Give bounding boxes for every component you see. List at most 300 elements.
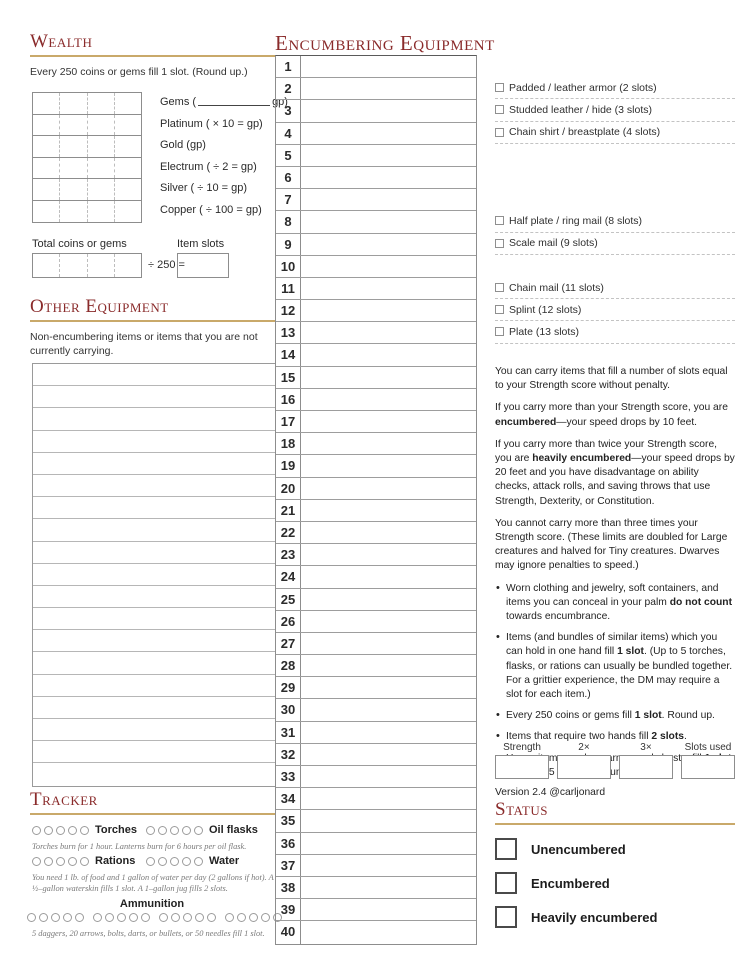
ammunition-group[interactable] bbox=[27, 913, 84, 922]
wealth-grid-cell[interactable] bbox=[115, 158, 141, 179]
wealth-heading: Wealth bbox=[30, 31, 93, 52]
tracker-section bbox=[30, 790, 275, 815]
tracker-pip[interactable] bbox=[182, 826, 191, 835]
encumbering-slot-number: 34 bbox=[276, 788, 301, 809]
encumbering-slot-number: 36 bbox=[276, 833, 301, 854]
status-option[interactable] bbox=[495, 838, 735, 860]
wealth-grid-cell[interactable] bbox=[88, 93, 115, 114]
wealth-grid-cell[interactable] bbox=[33, 158, 60, 179]
armor-label: Chain shirt / breastplate (4 slots) bbox=[509, 126, 661, 139]
rules-paragraph: You cannot carry more than three times your Strength score. (These limits are doubled for Large creatures and halved for Tiny creatures. Dwarves may ignore penalties to speed.) bbox=[495, 517, 728, 572]
tracker-pip[interactable] bbox=[158, 857, 167, 866]
encumbering-slot-input[interactable] bbox=[301, 189, 476, 210]
encumbering-slot-row[interactable] bbox=[276, 478, 476, 500]
encumbering-slot-number: 13 bbox=[276, 322, 301, 343]
wealth-grid-cell[interactable] bbox=[33, 179, 60, 200]
encumbering-slot-input[interactable] bbox=[301, 344, 476, 365]
other-equipment-row[interactable] bbox=[33, 608, 275, 630]
encumbering-slot-input[interactable] bbox=[301, 877, 476, 898]
armor-checkbox-item[interactable] bbox=[495, 99, 735, 121]
encumbering-slot-row[interactable] bbox=[276, 744, 476, 766]
status-option[interactable] bbox=[495, 872, 735, 894]
encumbering-slot-number: 1 bbox=[276, 56, 301, 77]
wealth-grid-cell[interactable] bbox=[33, 115, 60, 136]
other-equipment-row[interactable] bbox=[33, 630, 275, 652]
encumbering-slot-input[interactable] bbox=[301, 56, 476, 77]
ammunition-pip[interactable] bbox=[117, 913, 126, 922]
encumbering-slot-row[interactable] bbox=[276, 433, 476, 455]
status-option[interactable] bbox=[495, 906, 735, 928]
other-equipment-row[interactable] bbox=[33, 741, 275, 763]
encumbering-slot-number: 15 bbox=[276, 367, 301, 388]
ammunition-pip[interactable] bbox=[261, 913, 270, 922]
encumbering-slot-input[interactable] bbox=[301, 810, 476, 831]
encumbering-slot-row[interactable] bbox=[276, 589, 476, 611]
armor-label: Chain mail (11 slots) bbox=[509, 281, 604, 294]
version-text: Version 2.4 @carljonard bbox=[495, 787, 606, 799]
encumbering-slot-row[interactable] bbox=[276, 145, 476, 167]
encumbering-slot-row[interactable] bbox=[276, 322, 476, 344]
divider-label: ÷ 250 = bbox=[148, 259, 185, 271]
checkbox-icon[interactable] bbox=[495, 83, 504, 92]
oil-flasks-pips[interactable] bbox=[146, 826, 203, 835]
rules-paragraph: You can carry items that fill a number of slots equal to your Strength score without penalty. bbox=[495, 366, 728, 392]
wealth-grid-row[interactable] bbox=[33, 136, 141, 158]
status-option-label: Heavily encumbered bbox=[531, 909, 658, 925]
strength-box-column bbox=[681, 742, 735, 779]
rations-note: You need 1 lb. of food and 1 gallon of water per day (2 gallons if hot). A ½–gallon waterskin fills 1 slot. A 1–gallon jug fills 2 slots. bbox=[32, 873, 274, 894]
ammunition-group[interactable] bbox=[159, 913, 216, 922]
ammunition-pip[interactable] bbox=[225, 913, 234, 922]
armor-label: Studded leather / hide (3 slots) bbox=[509, 103, 653, 116]
wealth-grid-cell[interactable] bbox=[88, 158, 115, 179]
encumbering-slot-number: 17 bbox=[276, 411, 301, 432]
ammunition-pip[interactable] bbox=[207, 913, 216, 922]
tracker-pip[interactable] bbox=[56, 857, 65, 866]
coin-row-copper: Copper ( ÷ 100 = gp) bbox=[160, 203, 262, 216]
encumbering-slot-input[interactable] bbox=[301, 899, 476, 920]
tracker-heading: Tracker bbox=[30, 789, 98, 810]
other-equipment-heading-rule bbox=[30, 320, 275, 322]
encumbering-slot-row[interactable] bbox=[276, 855, 476, 877]
encumbering-slot-number: 21 bbox=[276, 500, 301, 521]
encumbering-slot-input[interactable] bbox=[301, 433, 476, 454]
encumbering-slot-number: 12 bbox=[276, 300, 301, 321]
ammunition-note: 5 daggers, 20 arrows, bolts, darts, or bullets, or 50 needles fill 1 slot. bbox=[32, 929, 265, 938]
status-options[interactable] bbox=[495, 838, 735, 940]
encumbering-slot-row[interactable] bbox=[276, 699, 476, 721]
armor-checkbox-item[interactable] bbox=[495, 77, 735, 99]
encumbering-slot-input[interactable] bbox=[301, 677, 476, 698]
encumbering-slot-input[interactable] bbox=[301, 167, 476, 188]
total-coins-cell[interactable] bbox=[115, 254, 141, 277]
encumbering-slot-input[interactable] bbox=[301, 234, 476, 255]
armor-checkbox-item[interactable] bbox=[495, 299, 735, 321]
checkbox-icon[interactable] bbox=[495, 105, 504, 114]
encumbering-slot-row[interactable] bbox=[276, 500, 476, 522]
rations-label: Rations bbox=[95, 855, 136, 867]
tracker-pip[interactable] bbox=[80, 857, 89, 866]
other-equipment-row[interactable] bbox=[33, 763, 275, 785]
wealth-grid-cell[interactable] bbox=[33, 136, 60, 157]
total-coins-input[interactable] bbox=[32, 253, 142, 278]
encumbering-slot-row[interactable] bbox=[276, 300, 476, 322]
encumbering-slot-input[interactable] bbox=[301, 699, 476, 720]
encumbering-slot-number: 29 bbox=[276, 677, 301, 698]
encumbering-slot-row[interactable] bbox=[276, 100, 476, 122]
encumbering-slot-number: 3 bbox=[276, 100, 301, 121]
wealth-section bbox=[30, 32, 275, 79]
encumbering-slot-row[interactable] bbox=[276, 655, 476, 677]
other-equipment-row[interactable] bbox=[33, 408, 275, 430]
encumbering-slot-row[interactable] bbox=[276, 389, 476, 411]
encumbering-slot-input[interactable] bbox=[301, 633, 476, 654]
armor-checkbox-item[interactable] bbox=[495, 277, 735, 299]
other-equipment-row[interactable] bbox=[33, 364, 275, 386]
other-equipment-section bbox=[30, 297, 275, 358]
encumbering-slot-number: 40 bbox=[276, 921, 301, 943]
encumbering-slot-number: 22 bbox=[276, 522, 301, 543]
wealth-grid-cell[interactable] bbox=[60, 93, 87, 114]
ammunition-pip[interactable] bbox=[171, 913, 180, 922]
gems-suffix: gp) bbox=[272, 96, 288, 108]
encumbering-slot-row[interactable] bbox=[276, 344, 476, 366]
wealth-grid-cell[interactable] bbox=[115, 136, 141, 157]
ammunition-pip[interactable] bbox=[159, 913, 168, 922]
other-equipment-row[interactable] bbox=[33, 719, 275, 741]
tracker-pip[interactable] bbox=[182, 857, 191, 866]
tracker-pip[interactable] bbox=[170, 857, 179, 866]
encumbering-slot-input[interactable] bbox=[301, 278, 476, 299]
wealth-grid-cell[interactable] bbox=[115, 179, 141, 200]
encumbering-slot-row[interactable] bbox=[276, 56, 476, 78]
tracker-pip[interactable] bbox=[44, 857, 53, 866]
tracker-pip[interactable] bbox=[80, 826, 89, 835]
armor-checkbox-list[interactable] bbox=[495, 55, 735, 345]
encumbering-slot-number: 20 bbox=[276, 478, 301, 499]
ammunition-pips[interactable] bbox=[32, 913, 276, 922]
armor-checkbox-item[interactable] bbox=[495, 210, 735, 232]
rations-pips[interactable] bbox=[32, 857, 89, 866]
encumbering-slot-row[interactable] bbox=[276, 833, 476, 855]
wealth-grid-cell[interactable] bbox=[88, 115, 115, 136]
encumbering-slot-input[interactable] bbox=[301, 589, 476, 610]
encumbering-slot-number: 23 bbox=[276, 544, 301, 565]
ammunition-pip[interactable] bbox=[63, 913, 72, 922]
wealth-grid-cell[interactable] bbox=[115, 93, 141, 114]
checkbox-icon[interactable] bbox=[495, 283, 504, 292]
other-equipment-row[interactable] bbox=[33, 386, 275, 408]
wealth-grid-row[interactable] bbox=[33, 179, 141, 201]
torch-note: Torches burn for 1 hour. Lanterns burn for 6 hours per oil flask. bbox=[32, 842, 247, 851]
tracker-pip[interactable] bbox=[194, 857, 203, 866]
encumbering-slots-list[interactable] bbox=[275, 55, 477, 945]
other-equipment-row[interactable] bbox=[33, 475, 275, 497]
encumbering-slot-input[interactable] bbox=[301, 300, 476, 321]
other-equipment-row[interactable] bbox=[33, 497, 275, 519]
encumbering-slot-row[interactable] bbox=[276, 278, 476, 300]
encumbering-slot-number: 35 bbox=[276, 810, 301, 831]
encumbering-slot-input[interactable] bbox=[301, 322, 476, 343]
strength-box-column bbox=[495, 742, 549, 779]
ammunition-pip[interactable] bbox=[237, 913, 246, 922]
wealth-grid-cell[interactable] bbox=[115, 115, 141, 136]
strength-summary-boxes[interactable] bbox=[495, 742, 735, 779]
strength-box-column bbox=[619, 742, 673, 779]
wealth-grid-cell[interactable] bbox=[33, 201, 60, 223]
encumbering-slot-number: 26 bbox=[276, 611, 301, 632]
tracker-water[interactable] bbox=[146, 855, 239, 867]
encumbering-slot-row[interactable] bbox=[276, 78, 476, 100]
encumbering-slot-input[interactable] bbox=[301, 544, 476, 565]
strength-box-input[interactable] bbox=[557, 755, 611, 779]
encumbering-slot-row[interactable] bbox=[276, 921, 476, 943]
other-equipment-row[interactable] bbox=[33, 564, 275, 586]
status-option-label: Unencumbered bbox=[531, 841, 626, 857]
wealth-grid-cell[interactable] bbox=[60, 136, 87, 157]
encumbering-slot-row[interactable] bbox=[276, 788, 476, 810]
status-checkbox-icon[interactable] bbox=[495, 838, 517, 860]
encumbering-heading: Encumbering Equipment bbox=[275, 31, 495, 55]
wealth-coin-labels bbox=[160, 92, 288, 221]
encumbrance-rules bbox=[495, 365, 735, 798]
strength-box-label: 2× bbox=[578, 742, 590, 753]
wealth-grid-row[interactable] bbox=[33, 201, 141, 223]
encumbering-slot-input[interactable] bbox=[301, 256, 476, 277]
ammunition-pip[interactable] bbox=[27, 913, 36, 922]
other-equipment-row[interactable] bbox=[33, 586, 275, 608]
tracker-pip[interactable] bbox=[32, 826, 41, 835]
coin-row-gold: Gold (gp) bbox=[160, 139, 206, 151]
encumbering-slot-input[interactable] bbox=[301, 566, 476, 587]
rules-bullet: • Worn clothing and jewelry, soft containers, and items you can conceal in your palm do not count towards encumbrance. bbox=[495, 582, 735, 625]
item-slots-label: Item slots bbox=[177, 238, 225, 250]
encumbering-slot-row[interactable] bbox=[276, 189, 476, 211]
encumbering-slot-input[interactable] bbox=[301, 855, 476, 876]
strength-box-input[interactable] bbox=[681, 755, 735, 779]
encumbering-slot-input[interactable] bbox=[301, 478, 476, 499]
encumbering-slot-number: 7 bbox=[276, 189, 301, 210]
checkbox-icon[interactable] bbox=[495, 327, 504, 336]
wealth-note: Every 250 coins or gems fill 1 slot. (Round up.) bbox=[30, 65, 248, 78]
wealth-coin-grid[interactable] bbox=[32, 92, 142, 223]
encumbering-slot-row[interactable] bbox=[276, 256, 476, 278]
tracker-heading-rule bbox=[30, 813, 275, 815]
tracker-pip[interactable] bbox=[146, 826, 155, 835]
tracker-pip[interactable] bbox=[44, 826, 53, 835]
ammunition-pip[interactable] bbox=[195, 913, 204, 922]
encumbering-slot-input[interactable] bbox=[301, 211, 476, 232]
encumbering-slot-row[interactable] bbox=[276, 633, 476, 655]
ammunition-group[interactable] bbox=[93, 913, 150, 922]
other-equipment-row[interactable] bbox=[33, 431, 275, 453]
strength-box-label: 3× bbox=[640, 742, 652, 753]
encumbering-slot-row[interactable] bbox=[276, 722, 476, 744]
wealth-grid-cell[interactable] bbox=[115, 201, 141, 223]
checkbox-icon[interactable] bbox=[495, 239, 504, 248]
encumbering-slot-row[interactable] bbox=[276, 899, 476, 921]
encumbering-slot-number: 38 bbox=[276, 877, 301, 898]
encumbering-slot-input[interactable] bbox=[301, 411, 476, 432]
encumbering-slot-input[interactable] bbox=[301, 744, 476, 765]
encumbering-slot-row[interactable] bbox=[276, 123, 476, 145]
rules-bullet: • Items that require two hands fill 2 slots. bbox=[495, 730, 735, 744]
status-option-label: Encumbered bbox=[531, 875, 610, 891]
tracker-torches[interactable] bbox=[32, 824, 137, 836]
encumbering-slot-number: 19 bbox=[276, 455, 301, 476]
water-label: Water bbox=[209, 855, 240, 867]
strength-box-label: Strength bbox=[503, 742, 541, 753]
ammunition-label: Ammunition bbox=[119, 898, 185, 910]
encumbering-slot-input[interactable] bbox=[301, 655, 476, 676]
ammunition-pip[interactable] bbox=[105, 913, 114, 922]
armor-label: Plate (13 slots) bbox=[509, 325, 580, 338]
encumbering-slot-row[interactable] bbox=[276, 211, 476, 233]
encumbering-slot-number: 31 bbox=[276, 722, 301, 743]
strength-box-column bbox=[557, 742, 611, 779]
checkbox-icon[interactable] bbox=[495, 216, 504, 225]
other-equipment-row[interactable] bbox=[33, 453, 275, 475]
status-heading-rule bbox=[495, 823, 735, 825]
water-pips[interactable] bbox=[146, 857, 203, 866]
encumbering-slot-row[interactable] bbox=[276, 677, 476, 699]
wealth-grid-cell[interactable] bbox=[88, 179, 115, 200]
item-slots-input[interactable] bbox=[177, 253, 229, 278]
gems-value-line[interactable] bbox=[198, 95, 270, 106]
other-equipment-heading: Other Equipment bbox=[30, 296, 169, 317]
status-checkbox-icon[interactable] bbox=[495, 906, 517, 928]
encumbering-slot-input[interactable] bbox=[301, 123, 476, 144]
tracker-pip[interactable] bbox=[32, 857, 41, 866]
ammunition-pip[interactable] bbox=[39, 913, 48, 922]
encumbering-slot-input[interactable] bbox=[301, 100, 476, 121]
ammunition-pip[interactable] bbox=[75, 913, 84, 922]
coin-row-silver: Silver ( ÷ 10 = gp) bbox=[160, 182, 248, 194]
tracker-oil-flasks[interactable] bbox=[146, 824, 258, 836]
encumbering-slot-number: 10 bbox=[276, 256, 301, 277]
encumbering-slot-input[interactable] bbox=[301, 522, 476, 543]
checkbox-icon[interactable] bbox=[495, 305, 504, 314]
other-equipment-row[interactable] bbox=[33, 652, 275, 674]
encumbering-slot-number: 24 bbox=[276, 566, 301, 587]
ammunition-pip[interactable] bbox=[183, 913, 192, 922]
total-coins-cell[interactable] bbox=[60, 254, 87, 277]
oil-flasks-label: Oil flasks bbox=[209, 824, 258, 836]
encumbering-slot-number: 11 bbox=[276, 278, 301, 299]
tracker-pip[interactable] bbox=[170, 826, 179, 835]
tracker-pip[interactable] bbox=[194, 826, 203, 835]
wealth-grid-cell[interactable] bbox=[88, 201, 115, 223]
total-coins-cell[interactable] bbox=[88, 254, 115, 277]
encumbering-slot-row[interactable] bbox=[276, 766, 476, 788]
other-equipment-row[interactable] bbox=[33, 519, 275, 541]
ammunition-pip[interactable] bbox=[249, 913, 258, 922]
encumbering-slot-input[interactable] bbox=[301, 145, 476, 166]
encumbering-slot-row[interactable] bbox=[276, 367, 476, 389]
wealth-heading-rule bbox=[30, 55, 275, 57]
wealth-grid-row[interactable] bbox=[33, 115, 141, 137]
armor-checkbox-item[interactable] bbox=[495, 122, 735, 144]
total-coins-cell[interactable] bbox=[33, 254, 60, 277]
other-equipment-list[interactable] bbox=[32, 363, 276, 787]
encumbering-slot-input[interactable] bbox=[301, 389, 476, 410]
wealth-grid-cell[interactable] bbox=[60, 158, 87, 179]
ammunition-pip[interactable] bbox=[129, 913, 138, 922]
wealth-grid-row[interactable] bbox=[33, 93, 141, 115]
encumbering-slot-number: 37 bbox=[276, 855, 301, 876]
encumbering-slot-number: 32 bbox=[276, 744, 301, 765]
encumbering-slot-input[interactable] bbox=[301, 500, 476, 521]
encumbering-slot-row[interactable] bbox=[276, 455, 476, 477]
checkbox-icon[interactable] bbox=[495, 128, 504, 137]
encumbering-slot-input[interactable] bbox=[301, 766, 476, 787]
tracker-rations[interactable] bbox=[32, 855, 135, 867]
encumbering-slot-number: 16 bbox=[276, 389, 301, 410]
torches-pips[interactable] bbox=[32, 826, 89, 835]
wealth-grid-cell[interactable] bbox=[33, 93, 60, 114]
wealth-grid-cell[interactable] bbox=[88, 136, 115, 157]
ammunition-pip[interactable] bbox=[93, 913, 102, 922]
wealth-grid-cell[interactable] bbox=[60, 115, 87, 136]
encumbering-slot-row[interactable] bbox=[276, 611, 476, 633]
tracker-pip[interactable] bbox=[68, 826, 77, 835]
encumbering-slot-row[interactable] bbox=[276, 522, 476, 544]
encumbering-slot-input[interactable] bbox=[301, 78, 476, 99]
tracker-pip[interactable] bbox=[146, 857, 155, 866]
encumbering-slot-input[interactable] bbox=[301, 611, 476, 632]
ammunition-group[interactable] bbox=[225, 913, 282, 922]
armor-checkbox-item[interactable] bbox=[495, 233, 735, 255]
wealth-grid-cell[interactable] bbox=[60, 179, 87, 200]
other-equipment-row[interactable] bbox=[33, 675, 275, 697]
status-checkbox-icon[interactable] bbox=[495, 872, 517, 894]
ammunition-pip[interactable] bbox=[141, 913, 150, 922]
encumbering-slot-input[interactable] bbox=[301, 367, 476, 388]
armor-checkbox-item[interactable] bbox=[495, 321, 735, 343]
encumbering-slot-number: 6 bbox=[276, 167, 301, 188]
encumbering-slot-number: 33 bbox=[276, 766, 301, 787]
strength-box-input[interactable] bbox=[619, 755, 673, 779]
encumbering-slot-input[interactable] bbox=[301, 788, 476, 809]
encumbering-slot-row[interactable] bbox=[276, 411, 476, 433]
wealth-grid-row[interactable] bbox=[33, 158, 141, 180]
wealth-grid-cell[interactable] bbox=[60, 201, 87, 223]
encumbering-slot-row[interactable] bbox=[276, 877, 476, 899]
encumbering-slot-row[interactable] bbox=[276, 544, 476, 566]
tracker-pip[interactable] bbox=[158, 826, 167, 835]
other-equipment-row[interactable] bbox=[33, 697, 275, 719]
encumbering-slot-input[interactable] bbox=[301, 833, 476, 854]
other-equipment-row[interactable] bbox=[33, 542, 275, 564]
encumbering-slot-input[interactable] bbox=[301, 455, 476, 476]
encumbering-slot-number: 9 bbox=[276, 234, 301, 255]
ammunition-pip[interactable] bbox=[51, 913, 60, 922]
encumbering-slot-row[interactable] bbox=[276, 810, 476, 832]
encumbering-slot-number: 28 bbox=[276, 655, 301, 676]
tracker-pip[interactable] bbox=[68, 857, 77, 866]
rules-bullet: • items, 5 Round bbox=[495, 752, 735, 780]
encumbering-slot-input[interactable] bbox=[301, 722, 476, 743]
strength-box-input[interactable] bbox=[495, 755, 549, 779]
encumbering-slot-row[interactable] bbox=[276, 566, 476, 588]
coin-row-platinum: Platinum ( × 10 = gp) bbox=[160, 117, 263, 130]
encumbering-slot-row[interactable] bbox=[276, 167, 476, 189]
encumbering-slot-row[interactable] bbox=[276, 234, 476, 256]
encumbering-slot-input[interactable] bbox=[301, 921, 476, 943]
strength-box-label: Slots used bbox=[684, 742, 732, 753]
tracker-pip[interactable] bbox=[56, 826, 65, 835]
other-equipment-note: Non-encumbering items or items that you are not currently carrying. bbox=[30, 330, 258, 358]
